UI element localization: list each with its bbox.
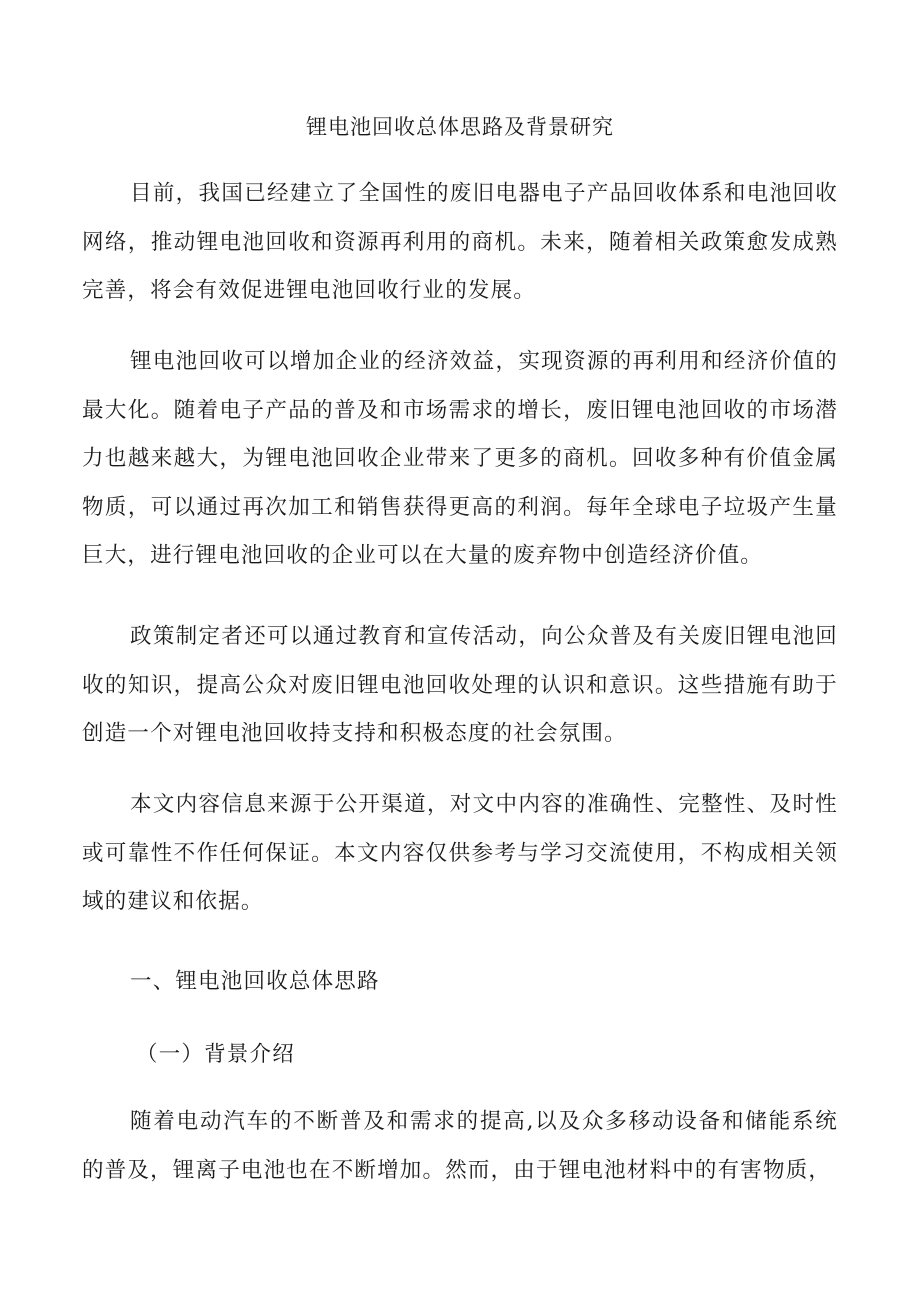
paragraph-disclaimer: 本文内容信息来源于公开渠道，对文中内容的准确性、完整性、及时性或可靠性不作任何保证。本文内容仅供参考与学习交流使用，不构成相关领域的建议和依据。 [82, 792, 838, 914]
paragraph-economic-benefit: 锂电池回收可以增加企业的经济效益，实现资源的再利用和经济价值的最大化。随着电子产品的普及和市场需求的增长，废旧锂电池回收的市场潜力也越来越大，为锂电池回收企业带来了更多的商机。回收多种有价值金属物质，可以通过再次加工和销售获得更高的利润。每年全球电子垃圾产生量巨大，进行锂电池回收的企业可以在大量的废弃物中创造经济价值。 [82, 349, 838, 568]
document-title: 锂电池回收总体思路及背景研究 [306, 115, 614, 139]
paragraph-policy-education: 政策制定者还可以通过教育和宣传活动，向公众普及有关废旧锂电池回收的知识，提高公众对废旧锂电池回收处理的认识和意识。这些措施有助于创造一个对锂电池回收持支持和积极态度的社会氛围。 [82, 624, 838, 746]
paragraph-background: 随着电动汽车的不断普及和需求的提高,以及众多移动设备和储能系统的普及，锂离子电池也在不断增加。然而，由于锂电池材料中的有害物质， [82, 1109, 838, 1183]
paragraph-intro: 目前，我国已经建立了全国性的废旧电器电子产品回收体系和电池回收网络，推动锂电池回收和资源再利用的商机。未来，随着相关政策愈发成熟完善，将会有效促进锂电池回收行业的发展。 [82, 181, 838, 303]
subsection-heading: （一）背景介绍 [136, 1042, 295, 1067]
section-heading: 一、锂电池回收总体思路 [130, 969, 380, 994]
